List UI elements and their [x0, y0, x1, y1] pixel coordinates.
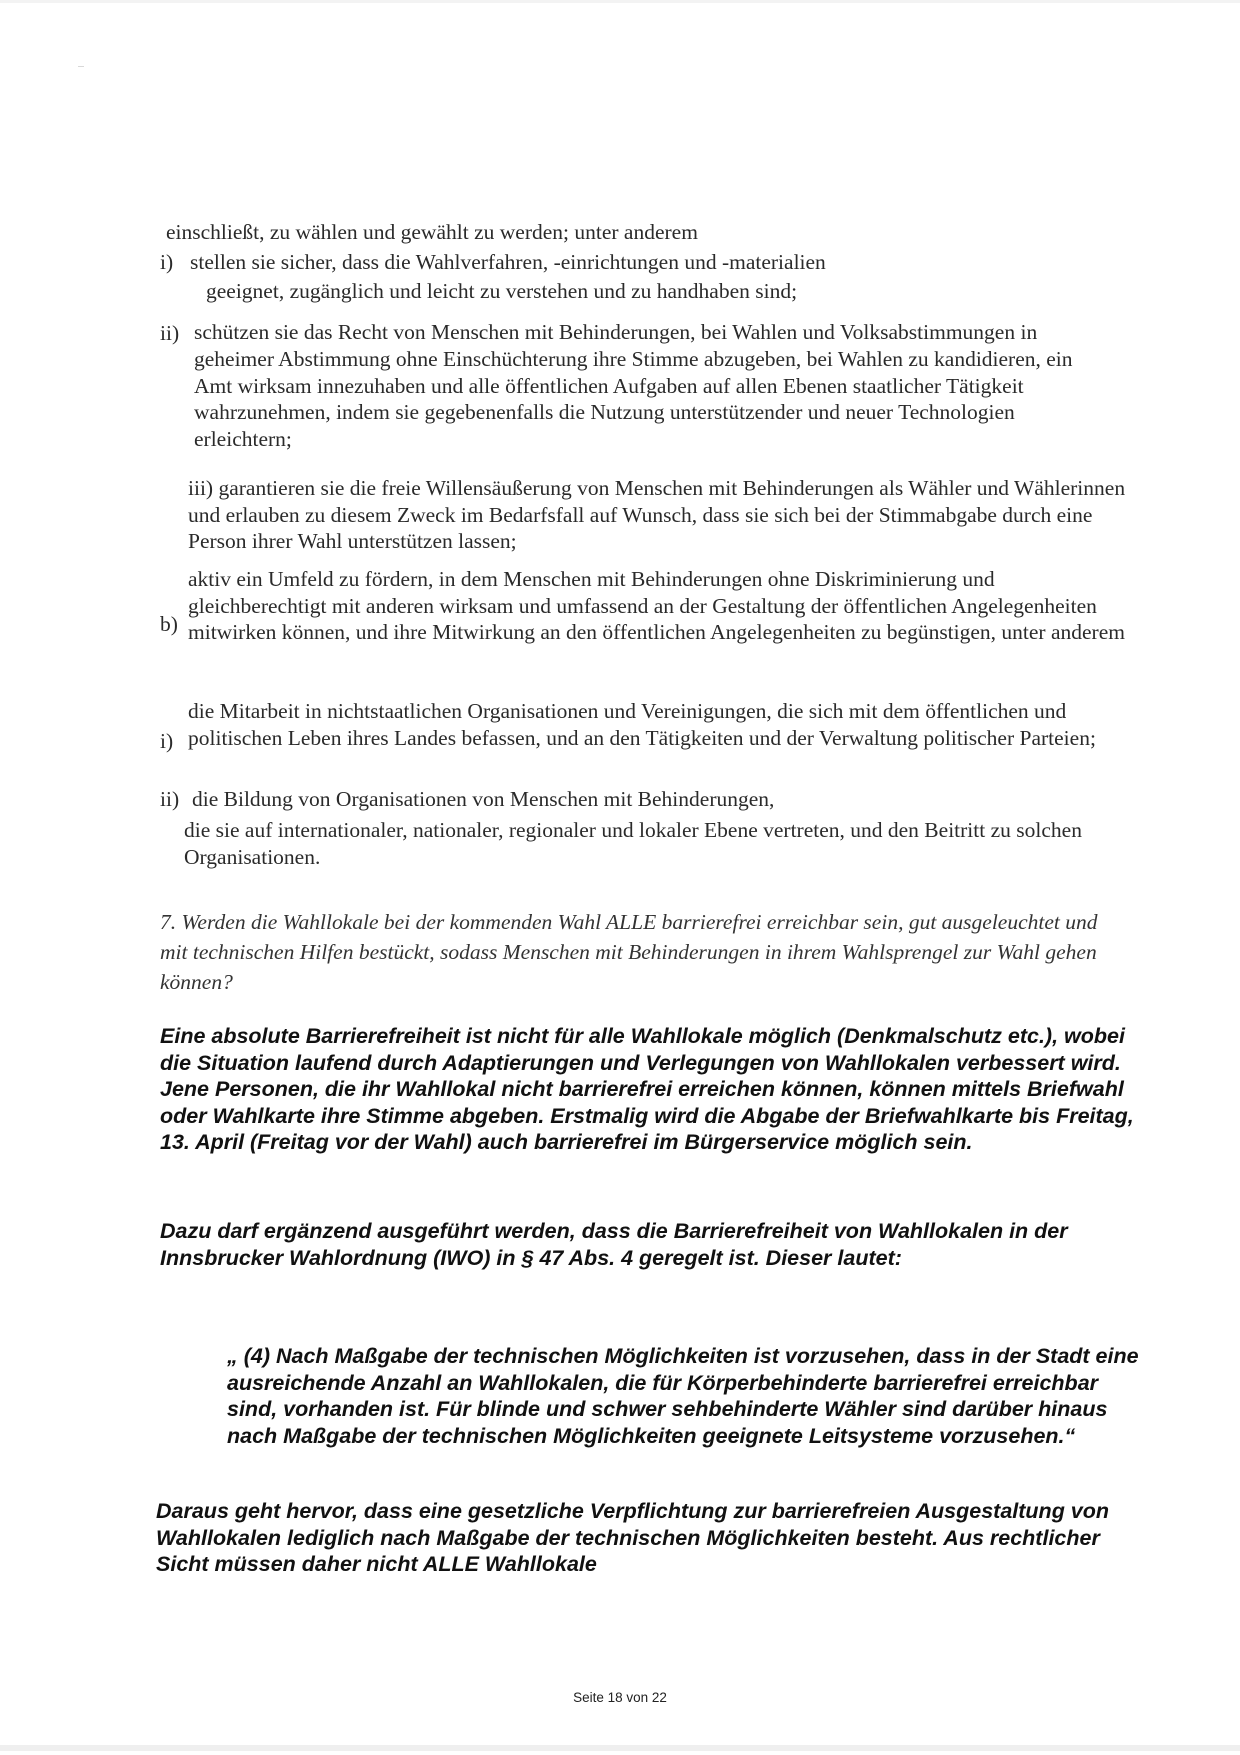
item-b-i-text: die Mitarbeit in nichtstaatlichen Organisationen und Vereinigungen, die sich mit dem öffentlichen und politischen Leben ihres Landes befassen, und an den Tätigkeiten und der Verwaltung politischer Parteien;	[188, 699, 1096, 750]
list-intro: einschließt, zu wählen und gewählt zu werden; unter anderem	[166, 220, 698, 244]
legal-quote: „ (4) Nach Maßgabe der technischen Möglichkeiten ist vorzusehen, dass in der Stadt eine ausreichende Anzahl an Wahllokalen, die für Körperbehinderte barrierefrei erreichbar sind, vorhanden ist. Für blinde und schwer sehbehinderte Wähler sind darüber hinaus nach Maßgabe der technischen Möglichkeiten geeignete Leitsysteme vorzusehen.“	[227, 1344, 1139, 1448]
answer-paragraph-1: Eine absolute Barrierefreiheit ist nicht für alle Wahllokale möglich (Denkmalschutz etc.), wobei die Situation laufend durch Adaptierungen und Verlegungen von Wahllokalen verbessert wird. Jene Personen, die ihr Wahllokal nicht barrierefrei erreichen können, können mittels Briefwahl oder Wahlkarte ihre Stimme abgeben. Erstmalig wird die Abgabe der Briefwahlkarte bis Freitag, 13. April (Freitag vor der Wahl) auch barrierefrei im Bürgerservice möglich sein.	[160, 1024, 1134, 1154]
item-a-i-marker: i)	[160, 250, 174, 274]
item-a-iii-text: iii) garantieren sie die freie Willensäußerung von Menschen mit Behinderungen als Wähler und Wählerinnen und erlauben zu diesem Zweck im Bedarfsfall auf Wunsch, dass sie sich bei der Stimmabgabe durch eine Person ihrer Wahl unterstützen lassen;	[188, 476, 1126, 553]
scan-mark	[78, 66, 84, 67]
answer-paragraph-3: Daraus geht hervor, dass eine gesetzliche Verpflichtung zur barrierefreien Ausgestaltung von Wahllokalen lediglich nach Maßgabe der technischen Möglichkeiten besteht. Aus rechtlicher Sicht müssen daher nicht ALLE Wahllokale	[156, 1499, 1110, 1576]
page-number: Seite 18 von 22	[573, 1690, 667, 1705]
item-a-i-text: stellen sie sicher, dass die Wahlverfahren, -einrichtungen und -materialien geeignet, zugänglich und leicht zu verstehen und zu handhaben sind;	[190, 250, 826, 303]
answer-paragraph-2: Dazu darf ergänzend ausgeführt werden, dass die Barrierefreiheit von Wahllokalen in der Innsbrucker Wahlordnung (IWO) in § 47 Abs. 4 geregelt ist. Dieser lautet:	[160, 1219, 1068, 1270]
item-a-ii-marker: ii)	[160, 321, 180, 345]
item-b-marker: b)	[160, 612, 178, 636]
scan-edge-top	[0, 0, 1240, 3]
scan-edge-bottom	[0, 1745, 1240, 1751]
item-b-ii-line1: die Bildung von Organisationen von Menschen mit Behinderungen,	[192, 787, 775, 811]
item-b-ii-marker: ii)	[160, 787, 180, 811]
item-b-ii-text: die sie auf internationaler, nationaler, regionaler und lokaler Ebene vertreten, und den Beitritt zu solchen Organisationen.	[184, 818, 1082, 869]
question-7: 7. Werden die Wahllokale bei der kommenden Wahl ALLE barrierefrei erreichbar sein, gut ausgeleuchtet und mit technischen Hilfen bestückt, sodass Menschen mit Behinderungen in ihrem Wahlsprengel zur Wahl gehen können?	[160, 910, 1098, 994]
item-b-i-marker: i)	[160, 729, 174, 753]
item-b-text: aktiv ein Umfeld zu fördern, in dem Menschen mit Behinderungen ohne Diskriminierung und gleichberechtigt mit anderen wirksam und umfassend an der Gestaltung der öffentlichen Angelegenheiten mitwirken können, und ihre Mitwirkung an den öffentlichen Angelegenheiten zu begünstigen, unter anderem	[188, 567, 1125, 644]
item-a-ii-text: schützen sie das Recht von Menschen mit Behinderungen, bei Wahlen und Volksabstimmungen in geheimer Abstimmung ohne Einschüchterung ihre Stimme abzugeben, bei Wahlen zu kandidieren, ein Amt wirksam innezuhaben und alle öffentlichen Aufgaben auf allen Ebenen staatlicher Tätigkeit wahrzunehmen, indem sie gegebenenfalls die Nutzung unterstützender und neuer Technologien erleichtern;	[194, 320, 1073, 452]
